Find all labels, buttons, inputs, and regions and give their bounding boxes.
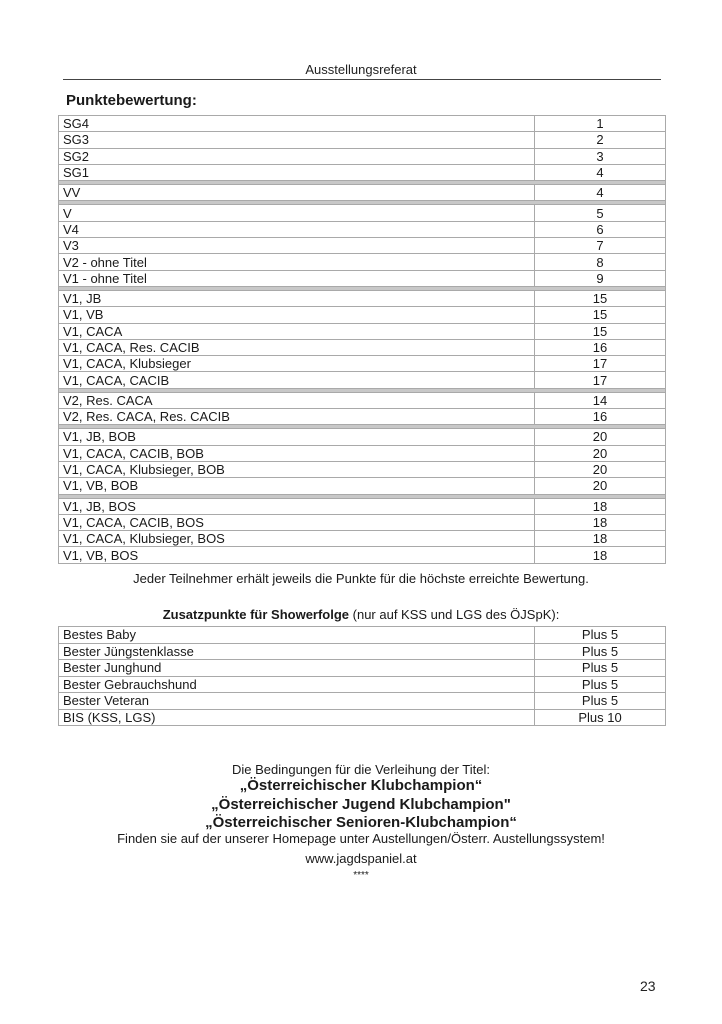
award-label: Bester Gebrauchshund (59, 676, 535, 693)
rating-points: 4 (535, 185, 666, 201)
title-senioren-klubchampion: „Österreichischer Senioren-Klubchampion“ (205, 814, 517, 831)
table-row (59, 445, 666, 461)
rating-label: V1, VB, BOS (59, 547, 535, 563)
conditions-intro: Die Bedingungen für die Verleihung der Titel: (231, 762, 490, 777)
table-row (59, 116, 666, 132)
table-row (59, 461, 666, 477)
table-row (59, 627, 666, 644)
table-row (59, 709, 666, 726)
rating-points: 17 (535, 372, 666, 388)
title-jugend-klubchampion: „Österreichischer Jugend Klubchampion" (211, 796, 511, 813)
rating-label: V2, Res. CACA (59, 392, 535, 408)
table-row (59, 478, 666, 494)
award-label: BIS (KSS, LGS) (59, 709, 535, 726)
table-row (59, 185, 666, 201)
award-label: Bester Jüngstenklasse (59, 643, 535, 660)
table-row (59, 429, 666, 445)
table-row (59, 148, 666, 164)
rating-points: 16 (535, 409, 666, 425)
table-row (59, 514, 666, 530)
rating-points: 7 (535, 238, 666, 254)
points-table (58, 115, 666, 564)
rating-label: V4 (59, 221, 535, 237)
rating-points: 15 (535, 290, 666, 306)
rating-points: 20 (535, 445, 666, 461)
rating-label: SG4 (59, 116, 535, 132)
table-row (59, 643, 666, 660)
points-note: Jeder Teilnehmer erhält jeweils die Punkte für die höchste erreichte Bewertung. (133, 571, 589, 586)
rating-points: 20 (535, 478, 666, 494)
rating-label: V2, Res. CACA, Res. CACIB (59, 409, 535, 425)
page-number: 23 (640, 978, 656, 994)
rating-label: V1, CACA, Klubsieger (59, 356, 535, 372)
table-row (59, 221, 666, 237)
rating-label: V1, CACA, CACIB, BOB (59, 445, 535, 461)
rating-label: V1, VB, BOB (59, 478, 535, 494)
rating-points: 18 (535, 547, 666, 563)
rating-label: V3 (59, 238, 535, 254)
extra-points-heading (0, 607, 722, 622)
award-label: Bester Veteran (59, 693, 535, 710)
award-points: Plus 5 (535, 643, 666, 660)
extra-points-table (58, 626, 666, 726)
table-row (59, 498, 666, 514)
award-label: Bester Junghund (59, 660, 535, 677)
table-row (59, 693, 666, 710)
website-url: www.jagdspaniel.at (305, 851, 417, 866)
rating-points: 15 (535, 307, 666, 323)
rating-points: 8 (535, 254, 666, 270)
rating-label: V1 - ohne Titel (59, 270, 535, 286)
rating-label: V1, CACA, Res. CACIB (59, 339, 535, 355)
table-row (59, 547, 666, 563)
rating-label: V1, JB (59, 290, 535, 306)
rating-label: V1, JB, BOB (59, 429, 535, 445)
rating-label: SG2 (59, 148, 535, 164)
rating-points: 9 (535, 270, 666, 286)
rating-label: V2 - ohne Titel (59, 254, 535, 270)
rating-points: 6 (535, 221, 666, 237)
rating-points: 2 (535, 132, 666, 148)
table-row (59, 238, 666, 254)
table-row (59, 409, 666, 425)
rating-label: V1, CACA, Klubsieger, BOS (59, 531, 535, 547)
rating-points: 5 (535, 205, 666, 221)
table-row (59, 531, 666, 547)
table-row (59, 660, 666, 677)
table-row (59, 270, 666, 286)
table-row (59, 356, 666, 372)
homepage-hint: Finden sie auf der unserer Homepage unter Austellungen/Österr. Austellungssystem! (117, 831, 605, 846)
award-points: Plus 5 (535, 693, 666, 710)
rating-label: SG1 (59, 164, 535, 180)
rating-points: 18 (535, 498, 666, 514)
rating-points: 14 (535, 392, 666, 408)
award-points: Plus 5 (535, 676, 666, 693)
rating-points: 3 (535, 148, 666, 164)
rating-label: V (59, 205, 535, 221)
rating-label: V1, JB, BOS (59, 498, 535, 514)
table-row (59, 339, 666, 355)
rating-points: 16 (535, 339, 666, 355)
extra-heading-bold: Zusatzpunkte für Showerfolge (162, 607, 350, 622)
table-row (59, 254, 666, 270)
rating-label: V1, CACA, CACIB, BOS (59, 514, 535, 530)
table-row (59, 392, 666, 408)
extra-heading-rest: (nur auf KSS und LGS des ÖJSpK): (349, 607, 560, 622)
table-row (59, 307, 666, 323)
rating-points: 1 (535, 116, 666, 132)
rating-label: V1, CACA (59, 323, 535, 339)
rating-label: V1, CACA, CACIB (59, 372, 535, 388)
table-row (59, 290, 666, 306)
award-points: Plus 10 (535, 709, 666, 726)
rating-label: VV (59, 185, 535, 201)
rating-label: V1, VB (59, 307, 535, 323)
table-row (59, 372, 666, 388)
rating-points: 20 (535, 461, 666, 477)
rating-points: 18 (535, 531, 666, 547)
rating-points: 20 (535, 429, 666, 445)
rating-points: 4 (535, 164, 666, 180)
award-points: Plus 5 (535, 627, 666, 644)
rating-points: 17 (535, 356, 666, 372)
rating-points: 18 (535, 514, 666, 530)
table-row (59, 676, 666, 693)
title-klubchampion: „Österreichischer Klubchampion“ (239, 777, 483, 794)
rating-label: V1, CACA, Klubsieger, BOB (59, 461, 535, 477)
header-divider (63, 79, 661, 80)
table-row (59, 205, 666, 221)
table-row (59, 164, 666, 180)
table-row (59, 323, 666, 339)
rating-points: 15 (535, 323, 666, 339)
table-row (59, 132, 666, 148)
section-title: Punktebewertung: (66, 92, 197, 109)
rating-label: SG3 (59, 132, 535, 148)
award-label: Bestes Baby (59, 627, 535, 644)
end-stars: **** (353, 870, 369, 881)
award-points: Plus 5 (535, 660, 666, 677)
running-header: Ausstellungsreferat (305, 62, 417, 77)
